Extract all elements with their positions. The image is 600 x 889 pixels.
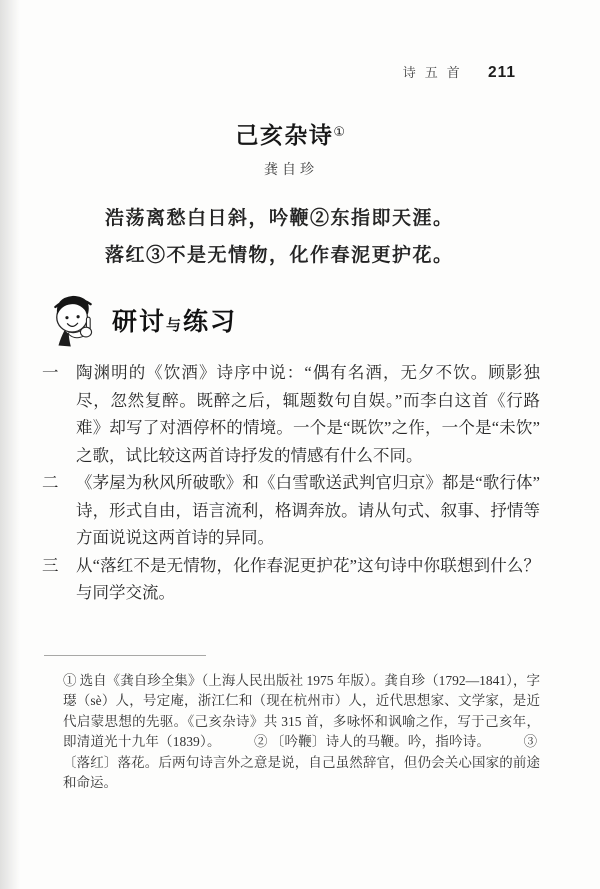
practice-title-connector: 与	[166, 317, 184, 334]
exercise-item-1	[42, 359, 540, 469]
footnote-text: 〔吟鞭〕诗人的马鞭。吟，指吟诗。	[270, 734, 491, 749]
practice-section-header	[47, 291, 540, 349]
exercise-number: 三	[42, 555, 59, 575]
footnote-2	[254, 734, 490, 749]
exercise-list	[42, 359, 540, 607]
practice-title-part1: 研讨	[112, 308, 167, 336]
poem-line-1: 浩荡离愁白日斜，吟鞭②东指即天涯。	[105, 208, 454, 229]
exercise-text: 从“落红不是无情物，化作春泥更护花”这句诗中你联想到什么？与同学交流。	[76, 555, 540, 602]
practice-title-part2: 练习	[183, 308, 238, 336]
exercise-number: 一	[42, 363, 59, 382]
footnote-text: 〔落红〕落花。后两句诗言外之意是说，自己虽然辞官，但仍会关心国家的前途和命运。	[63, 754, 540, 790]
poem-body	[105, 200, 540, 274]
footnote-separator-rule	[44, 655, 206, 656]
poem-author: 龚自珍	[264, 163, 318, 178]
footnote-ref-1: ①	[333, 124, 347, 139]
footnote-marker: ①	[63, 672, 77, 688]
poem-title	[42, 117, 540, 150]
exercise-number: 二	[42, 473, 59, 492]
footnote-block	[63, 671, 540, 794]
exercise-text: 陶渊明的《饮酒》诗序中说：“偶有名酒，无夕不饮。顾影独尽，忽然复醉。既醉之后，辄题数句自娱。”而李白这首《行路难》却写了对酒停杯的情境。一个是“既饮”之作，一个是“未饮”之歌，试比较这两首诗抒发的情感有什么不同。	[76, 363, 540, 465]
practice-section-title	[112, 302, 237, 338]
page-number: 211	[487, 64, 516, 81]
poem-title-text: 己亥杂诗	[235, 122, 334, 148]
poem-line-2: 落红③不是无情物，化作春泥更护花。	[105, 245, 454, 266]
running-header	[42, 0, 540, 82]
exercise-text: 《茅屋为秋风所破歌》和《白雪歌送武判官归京》都是“歌行体”诗，形式自由，语言流利，格调奔放。请从句式、叙事、抒情等方面说说这两首诗的异同。	[76, 473, 540, 547]
exercise-item-3	[42, 552, 540, 607]
exercise-item-2	[42, 469, 540, 552]
chapter-title: 诗五首	[402, 65, 469, 80]
pointing-boy-icon	[47, 291, 99, 349]
footnote-text: 选自《龚自珍全集》（上海人民出版社 1975 年版）。龚自珍（1792—1841），字璱（sè）人，号定庵，浙江仁和（现在杭州市）人，近代思想家、文学家，是近代启蒙思想的先驱。《己亥杂诗》共 315 首，多咏怀和讽喻之作，写于己亥年，即清道光十九年（1839）。	[63, 672, 541, 749]
footnote-marker: ③	[523, 734, 538, 749]
footnote-marker: ②	[253, 734, 268, 749]
